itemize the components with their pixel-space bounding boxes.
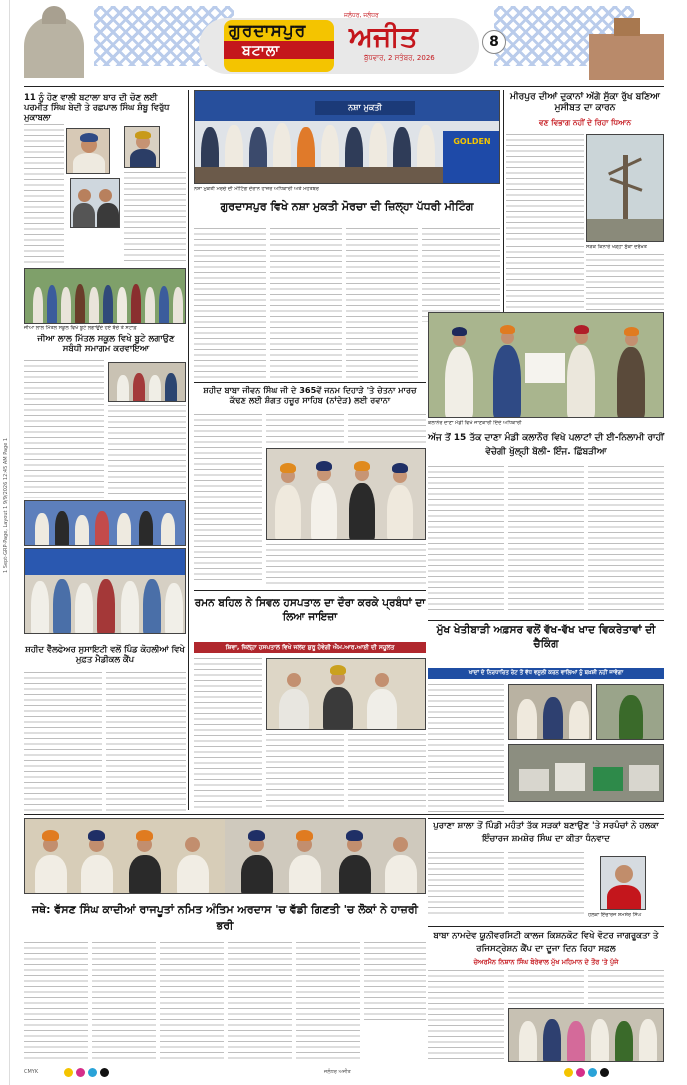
portrait-photo-2 (70, 178, 120, 228)
story-5-text-col1 (194, 414, 262, 584)
fertilizer-shop-photo-2 (596, 684, 664, 740)
registration-dot-cyan (88, 1068, 97, 1077)
dry-tree-photo (586, 134, 664, 242)
registration-dot-yellow-2 (564, 1068, 573, 1077)
story-1-text (24, 124, 64, 264)
rule-s12 (428, 926, 664, 927)
story-12-subhead: ਚੇਅਰਮੈਨ ਨਿਸ਼ਾਨ ਸਿੰਘ ਬੋਰੇਵਾਲ ਮੁੱਖ ਮਹਿਮਾਨ ਦੇ ਤੌਰ 'ਤੇ ਪੁੱਜੇ (473, 958, 619, 966)
story-7-text-2 (506, 246, 584, 320)
issue-date: ਬੁੱਧਵਾਰ, 2 ਸਤੰਬਰ, 2026 (364, 54, 435, 62)
hospital-visit-photo (266, 658, 426, 730)
registration-dot-magenta-2 (576, 1068, 585, 1077)
paper-name: ਅਜੀਤ (349, 20, 418, 53)
story-8-caption: ਕਲਾਨੌਰ ਦਾਣਾ ਮੰਡੀ ਵਿਖੇ ਜਾਣਕਾਰੀ ਦਿੰਦੇ ਅਧਿਕਾਰੀ (428, 420, 522, 426)
story-10-text-col3 (160, 942, 224, 1062)
story-11-caption: ਹਲਕਾ ਇੰਚਾਰਜ ਸ਼ਮਸ਼ੇਰ ਸਿੰਘ (588, 912, 642, 918)
footer-center: ਜਲੰਧਰ ਅਜੀਤ (324, 1069, 351, 1075)
story-9-text-col1b (428, 778, 504, 812)
story-5-text-col3 (348, 414, 426, 444)
story-7-text (506, 134, 584, 242)
dome-illustration (42, 6, 66, 24)
story-9-text-col1 (428, 684, 504, 774)
story-3-text-col2 (106, 672, 186, 812)
story-8-headline: ਅੱਜ ਤੋਂ 15 ਤੱਕ ਦਾਣਾ ਮੰਡੀ ਕਲਾਨੌਰ ਵਿਖੇ ਪਲਾਟਾਂ ਦੀ ਈ-ਨਿਲਾਮੀ ਰਾਹੀਂ ਵੇਚੇਗੀ ਖੁੱਲ੍ਹੀ ਬੋਲੀ- ਇੰਜ. ਛਿੱਬੜੀਆ (428, 433, 664, 457)
grain-market-photo (428, 312, 664, 418)
story-6-text-col2 (266, 734, 344, 810)
school-plantation-photo (24, 268, 186, 324)
story-6-headline: ਰਮਨ ਬਹਿਲ ਨੇ ਸਿਵਲ ਹਸਪਤਾਲ ਦਾ ਦੌਰਾ ਕਰਕੇ ਪ੍ਰਬੰਧਾਂ ਦਾ ਲਿਆ ਜਾਇਜ਼ਾ (194, 597, 426, 624)
story-8-text-col2 (508, 466, 584, 614)
story-6-text-col1 (194, 658, 262, 810)
story-7-text-3 (586, 254, 664, 320)
story-12-text-col3 (588, 970, 664, 1006)
story-8-text-col1 (428, 466, 504, 614)
story-8-text-col3 (588, 466, 664, 614)
story-10-text-col2 (92, 942, 156, 1062)
registration-dot-magenta (76, 1068, 85, 1077)
story-4-text-col1 (194, 228, 266, 378)
story-2-headline: ਜੀਆ ਲਾਲ ਮਿੱਤਲ ਸਕੂਲ ਵਿਖੇ ਬੂਟੇ ਲਗਾਉਣ ਸਬੰਧੀ ਸਮਾਗਮ ਕਰਵਾਇਆ (37, 334, 175, 355)
story-11-text-col1 (428, 852, 504, 918)
tower-illustration (614, 18, 640, 36)
portrait-photo-3 (124, 126, 160, 168)
masthead (24, 6, 664, 86)
story-3-headline: ਸ਼ਹੀਦ ਵੈੱਲਫੇਅਰ ਸੁਸਾਇਟੀ ਵਲੋਂ ਪਿੰਡ ਕੋਹਲੀਆਂ ਵਿਖੇ ਮੁਫ਼ਤ ਮੈਡੀਕਲ ਕੈਂਪ (25, 644, 185, 665)
story-7-caption: ਸੜਕ ਕਿਨਾਰੇ ਖੜ੍ਹਾ ਸੁੱਕਾ ਦਰੱਖ਼ਤ (586, 244, 647, 250)
drug-free-meeting-photo (194, 90, 500, 184)
registration-dot-black (100, 1068, 109, 1077)
story-1-text-col2 (124, 172, 186, 264)
registration-dot-yellow (64, 1068, 73, 1077)
fertilizer-bags-photo (508, 744, 664, 802)
portrait-photo-1 (66, 128, 110, 174)
golden-sign: GOLDEN (443, 131, 500, 184)
building-left-illustration (24, 16, 84, 78)
registration-dot-cyan-2 (588, 1068, 597, 1077)
story-5-headline: ਸ਼ਹੀਦ ਬਾਬਾ ਜੀਵਨ ਸਿੰਘ ਜੀ ਦੇ 365ਵੇਂ ਜਨਮ ਦਿਹਾੜੇ 'ਤੇ ਚੇਤਨਾ ਮਾਰਚ ਕੱਢਣ ਲਈ ਸ਼ੰਗਤ ਹਜ਼ੂਰ ਸਾਹਿਬ (ਨਾਂਦੇੜ) ਲਈ ਰਵਾਨਾ (203, 385, 417, 405)
city-name-1: ਗੁਰਦਾਸਪੁਰ (229, 21, 307, 41)
column-rule-1 (188, 90, 189, 810)
story-7-headline: ਮੀਰਪੁਰ ਦੀਆਂ ਦੁਕਾਨਾਂ ਅੱਗੇ ਸੁੱਕਾ ਰੁੱਖ ਬਣਿਆ ਮੁਸੀਬਤ ਦਾ ਕਾਰਨ (510, 92, 660, 113)
story-9-headline: ਮੁੱਖ ਖੇਤੀਬਾੜੀ ਅਫ਼ਸਰ ਵਲੋਂ ਵੱਖ-ਵੱਖ ਖਾਦ ਵਿਕਰੇਤਾਵਾਂ ਦੀ ਚੈਕਿੰਗ (436, 624, 656, 650)
edition-label: ਜਲੰਧਰ, ਜਲੰਧਰ (344, 12, 379, 19)
story-11-headline: ਪੁਰਾਣਾ ਸ਼ਾਲਾ ਤੋਂ ਪਿੰਡੀ ਮਹੰਤਾਂ ਤੱਕ ਸੜਕਾਂ ਬਣਾਉਣ 'ਤੇ ਸਰਪੰਚਾਂ ਨੇ ਹਲਕਾ ਇੰਚਾਰਜ ਸ਼ਮਸ਼ੇਰ ਸਿੰਘ ਦਾ ਕੀਤਾ ਧੰਨਵਾਦ (433, 821, 659, 844)
story-4-text-col3 (346, 228, 418, 378)
print-slug: 1 Sept-GRP-Page, Layout 1 9/9/2026 12:45 AM Page 1 (3, 437, 9, 573)
story-6-subbar: ਸ਼ਿਵਾ, ਜ਼ਿਲ੍ਹਾ ਹਸਪਤਾਲ ਵਿਖੇ ਜਲਦ ਸ਼ੁਰੂ ਹੋਵੇਗੀ ਐਮ.ਆਰ.ਆਈ ਦੀ ਸਹੂਲਤ (194, 642, 426, 653)
story-10-text-col1 (24, 942, 88, 1062)
print-footer (24, 1068, 664, 1078)
story-2-caption: ਜੀਆ ਲਾਲ ਮਿੱਤਲ ਸਕੂਲ ਵਿਖੇ ਬੂਟੇ ਲਗਾਉਂਦੇ ਹੋਏ ਬੱਚੇ ਤੇ ਸਟਾਫ਼ (24, 325, 137, 331)
masthead-rule (24, 86, 664, 87)
jatha-departure-photo (266, 448, 426, 540)
story-10-text-col4 (228, 942, 292, 1062)
story-12-text-col1 (428, 970, 504, 1062)
column-rule-2 (503, 90, 504, 320)
rule-s9 (428, 620, 664, 621)
bottom-section-rule (24, 814, 664, 815)
rule-s5 (194, 382, 426, 383)
story-2-text-col2 (108, 405, 186, 498)
footer-cmyk: CMYK (24, 1069, 39, 1075)
story-7-subhead: ਵਣ ਵਿਭਾਗ ਨਹੀਂ ਦੇ ਰਿਹਾ ਧਿਆਨ (538, 118, 632, 127)
rule-s6 (194, 590, 426, 591)
story-9-subbar: ਖਾਦਾਂ ਦੇ ਨਿਰਧਾਰਿਤ ਰੇਟ ਤੋਂ ਵੱਧ ਵਸੂਲੀ ਕਰਨ ਵਾਲਿਆਂ ਨੂੰ ਬਖ਼ਸ਼ੀ ਨਹੀਂ ਜਾਵੇਗਾ (428, 668, 664, 679)
story-4-headline: ਗੁਰਦਾਸਪੁਰ ਵਿਖੇ ਨਸ਼ਾ ਮੁਕਤੀ ਮੋਰਚਾ ਦੀ ਜ਼ਿਲ੍ਹਾ ਪੱਧਰੀ ਮੀਟਿੰਗ (220, 200, 474, 213)
fertilizer-shop-photo-1 (508, 684, 592, 740)
story-12-headline: ਬਾਬਾ ਨਾਮਦੇਵ ਯੂਨੀਵਰਸਿਟੀ ਕਾਲਜ ਕਿਸ਼ਨਕੋਟ ਵਿਖੇ ਵੋਟਰ ਜਾਗਰੂਕਤਾ ਤੇ ਰਜਿਸਟ੍ਰੇਸ਼ਨ ਕੈਂਪ ਦਾ ਦੂਜਾ ਦਿਨ ਰਿਹਾ ਸਫ਼ਲ (433, 931, 659, 954)
page-number: 8 (482, 30, 506, 54)
medical-camp-photo-1 (24, 500, 186, 546)
building-right-illustration (589, 34, 664, 80)
story-6-text-col3 (348, 734, 426, 810)
photo-banner: ਨਸ਼ਾ ਮੁਕਤੀ (315, 101, 415, 115)
story-4-caption: ਨਸ਼ਾ ਮੁਕਤੀ ਮੋਰਚੇ ਦੀ ਮੀਟਿੰਗ ਦੌਰਾਨ ਹਾਜ਼ਰ ਅਧਿਕਾਰੀ ਅਤੇ ਮੋਹਤਬਰ (194, 186, 319, 192)
registration-dot-black-2 (600, 1068, 609, 1077)
portrait-shamsher-singh (600, 856, 646, 910)
story-12-text-col2 (508, 970, 584, 1006)
school-event-photo-1 (108, 362, 186, 402)
story-1-headline: 11 ਨੂੰ ਹੋਣ ਵਾਲੀ ਬਟਾਲਾ ਬਾਰ ਦੀ ਚੋਣ ਲਈ ਪਰਮੀਤ ਸਿੰਘ ਬੇਦੀ ਤੇ ਰਛਪਾਲ ਸਿੰਘ ਸ਼ੰਬੂ ਵਿਰੁੱਧ ਮੁਕਾਬਲਾ (24, 92, 170, 123)
story-2-text (24, 360, 104, 498)
story-4-text-col2 (270, 228, 342, 378)
medical-camp-photo-2 (24, 548, 186, 634)
voter-camp-photo (508, 1008, 664, 1062)
story-5-text-bottom (266, 544, 426, 584)
page-margin (0, 0, 10, 1085)
rule-s11 (428, 818, 664, 819)
story-10-text-col6 (364, 942, 426, 1022)
antim-ardas-photos (24, 818, 426, 894)
story-11-text-col2 (508, 852, 584, 918)
city-name-2: ਬਟਾਲਾ (242, 43, 281, 59)
story-3-text (24, 672, 102, 812)
story-10-headline: ਜਥੇ: ਵੱਸਣ ਸਿੰਘ ਕਾਦੀਆਂ ਰਾਜਪੂਤਾਂ ਨਮਿਤ ਅੰਤਿਮ ਅਰਦਾਸ 'ਚ ਵੱਡੀ ਗਿਣਤੀ 'ਚ ਲੋਕਾਂ ਨੇ ਹਾਜ਼ਰੀ ਭਰੀ (32, 903, 418, 932)
story-10-text-col5 (296, 942, 360, 1062)
story-4-text-col4 (422, 228, 500, 322)
story-5-text-col2 (266, 414, 344, 444)
